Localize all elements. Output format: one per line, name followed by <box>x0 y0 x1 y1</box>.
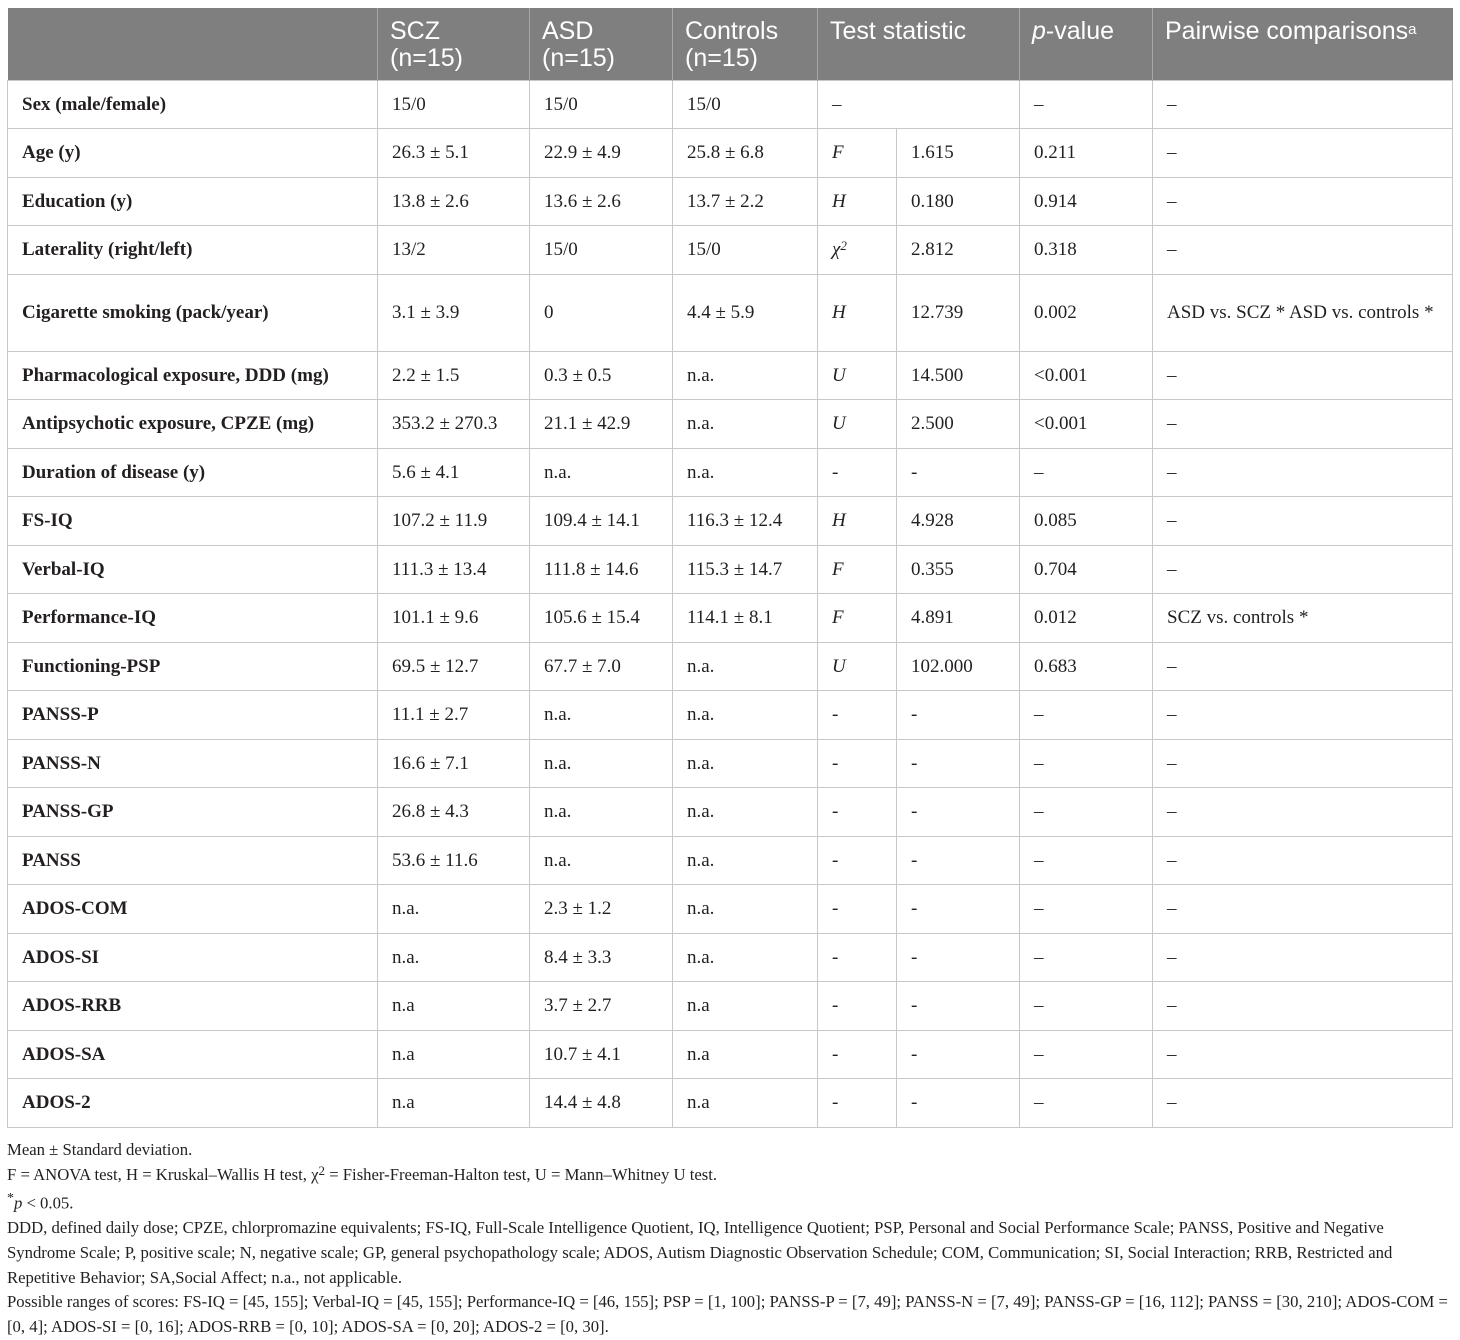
row-label: PANSS-N <box>8 739 378 788</box>
table-row <box>8 129 1453 178</box>
cell-asd: n.a. <box>530 691 673 740</box>
table-row <box>8 400 1453 449</box>
cell-test-type <box>818 274 897 351</box>
test-type-symbol: - <box>832 752 839 774</box>
header-asd: ASD (n=15) <box>530 8 673 80</box>
cell-controls: 15/0 <box>673 80 818 129</box>
cell-p-value: <0.001 <box>1020 400 1153 449</box>
footnote-p: p <box>13 1193 23 1213</box>
cell-pairwise: – <box>1153 129 1453 178</box>
cell-scz: 11.1 ± 2.7 <box>378 691 530 740</box>
cell-p-value: – <box>1020 1030 1153 1079</box>
cell-p-value: 0.012 <box>1020 594 1153 643</box>
cell-p-value: – <box>1020 80 1153 129</box>
row-label: Laterality (right/left) <box>8 226 378 275</box>
cell-controls: n.a. <box>673 400 818 449</box>
cell-pairwise: – <box>1153 400 1453 449</box>
cell-test-statistic: – <box>818 80 1020 129</box>
cell-asd: 0 <box>530 274 673 351</box>
cell-asd: 2.3 ± 1.2 <box>530 885 673 934</box>
cell-pairwise: – <box>1153 448 1453 497</box>
table-row <box>8 351 1453 400</box>
table-row <box>8 497 1453 546</box>
cell-test-value: - <box>897 448 1020 497</box>
table-row <box>8 545 1453 594</box>
cell-scz: 101.1 ± 9.6 <box>378 594 530 643</box>
footnote-mean-sd: Mean ± Standard deviation. <box>7 1140 193 1159</box>
cell-asd: 105.6 ± 15.4 <box>530 594 673 643</box>
cell-test-type <box>818 1030 897 1079</box>
test-type-symbol: - <box>832 1092 839 1114</box>
cell-test-type <box>818 1079 897 1128</box>
cell-pairwise: ASD vs. SCZ * ASD vs. controls * <box>1153 274 1453 351</box>
table-row <box>8 274 1453 351</box>
cell-pairwise: – <box>1153 836 1453 885</box>
demographics-table <box>7 8 1453 1128</box>
cell-test-value: - <box>897 1079 1020 1128</box>
cell-test-type <box>818 642 897 691</box>
cell-test-value: 4.928 <box>897 497 1020 546</box>
cell-asd: 15/0 <box>530 80 673 129</box>
table-row <box>8 226 1453 275</box>
footnote-tests-a: F = ANOVA test, H = Kruskal–Wallis H test, χ <box>7 1164 319 1184</box>
test-type-symbol: F <box>832 142 844 164</box>
cell-pairwise: – <box>1153 226 1453 275</box>
row-label: Age (y) <box>8 129 378 178</box>
cell-controls: n.a. <box>673 739 818 788</box>
cell-asd: 67.7 ± 7.0 <box>530 642 673 691</box>
row-label: FS-IQ <box>8 497 378 546</box>
cell-p-value: – <box>1020 448 1153 497</box>
cell-asd: 15/0 <box>530 226 673 275</box>
cell-pairwise: – <box>1153 933 1453 982</box>
table-row <box>8 1030 1453 1079</box>
test-type-symbol: F <box>832 607 844 629</box>
test-type-symbol: U <box>832 364 846 386</box>
cell-p-value: <0.001 <box>1020 351 1153 400</box>
test-type-symbol: U <box>832 655 846 677</box>
cell-asd: n.a. <box>530 448 673 497</box>
cell-pairwise: – <box>1153 885 1453 934</box>
cell-controls: n.a <box>673 982 818 1031</box>
footnote-tests-b: = Fisher-Freeman-Halton test, U = Mann–Whitney U test. <box>325 1164 718 1184</box>
row-label: Cigarette smoking (pack/year) <box>8 274 378 351</box>
table-row <box>8 177 1453 226</box>
cell-pairwise: – <box>1153 497 1453 546</box>
table-header <box>8 8 1453 80</box>
cell-p-value: – <box>1020 691 1153 740</box>
cell-test-value: 1.615 <box>897 129 1020 178</box>
cell-asd: n.a. <box>530 739 673 788</box>
cell-test-type <box>818 400 897 449</box>
cell-test-value: 12.739 <box>897 274 1020 351</box>
row-label: PANSS-GP <box>8 788 378 837</box>
cell-scz: 107.2 ± 11.9 <box>378 497 530 546</box>
cell-test-value: - <box>897 691 1020 740</box>
cell-asd: 14.4 ± 4.8 <box>530 1079 673 1128</box>
cell-controls: n.a. <box>673 836 818 885</box>
test-type-symbol: - <box>832 946 839 968</box>
row-label: ADOS-2 <box>8 1079 378 1128</box>
cell-p-value: 0.318 <box>1020 226 1153 275</box>
table-row <box>8 739 1453 788</box>
cell-controls: 25.8 ± 6.8 <box>673 129 818 178</box>
test-type-symbol: - <box>832 801 839 823</box>
cell-asd: 10.7 ± 4.1 <box>530 1030 673 1079</box>
cell-scz: n.a. <box>378 933 530 982</box>
cell-test-value: 14.500 <box>897 351 1020 400</box>
cell-asd: 111.8 ± 14.6 <box>530 545 673 594</box>
cell-p-value: – <box>1020 788 1153 837</box>
cell-p-value: 0.211 <box>1020 129 1153 178</box>
row-label: Pharmacological exposure, DDD (mg) <box>8 351 378 400</box>
footnote-score-ranges: Possible ranges of scores: FS-IQ = [45, 155]; Verbal-IQ = [45, 155]; Performance-IQ = [46, 155]; PSP = [1, 100]; PANSS-P = [7, 49]; PANSS-N = [7, 49]; PANSS-GP = [16, 112]; PANSS = [30, 210]; ADOS-COM = [0, 4]; ADOS-SI = [0, 16]; ADOS-RRB = [0, 10]; ADOS-SA = [0, 20]; ADOS-2 = [0, 30]. <box>7 1292 1448 1336</box>
header-p-value <box>1020 8 1153 80</box>
cell-pairwise: SCZ vs. controls * <box>1153 594 1453 643</box>
cell-controls: n.a. <box>673 885 818 934</box>
row-label: Performance-IQ <box>8 594 378 643</box>
cell-p-value: – <box>1020 1079 1153 1128</box>
cell-test-value: - <box>897 739 1020 788</box>
cell-pairwise: – <box>1153 80 1453 129</box>
cell-p-value: – <box>1020 885 1153 934</box>
cell-controls: 13.7 ± 2.2 <box>673 177 818 226</box>
cell-asd: n.a. <box>530 836 673 885</box>
cell-controls: n.a. <box>673 691 818 740</box>
footnote-significance <box>7 1187 1455 1216</box>
table-row <box>8 448 1453 497</box>
cell-scz: 53.6 ± 11.6 <box>378 836 530 885</box>
test-type-symbol: - <box>832 704 839 726</box>
cell-controls: n.a. <box>673 448 818 497</box>
row-label: PANSS-P <box>8 691 378 740</box>
cell-asd: n.a. <box>530 788 673 837</box>
cell-test-type <box>818 497 897 546</box>
row-label: ADOS-SI <box>8 933 378 982</box>
cell-scz: 111.3 ± 13.4 <box>378 545 530 594</box>
cell-scz: n.a <box>378 982 530 1031</box>
table-row <box>8 691 1453 740</box>
row-label: ADOS-RRB <box>8 982 378 1031</box>
table-row <box>8 933 1453 982</box>
test-type-symbol: - <box>832 461 839 483</box>
cell-controls: 116.3 ± 12.4 <box>673 497 818 546</box>
cell-pairwise: – <box>1153 177 1453 226</box>
table-row <box>8 80 1453 129</box>
cell-test-value: 0.355 <box>897 545 1020 594</box>
cell-scz: 2.2 ± 1.5 <box>378 351 530 400</box>
cell-pairwise: – <box>1153 642 1453 691</box>
cell-pairwise: – <box>1153 351 1453 400</box>
header-pairwise <box>1153 8 1453 80</box>
footnote-tests <box>7 1163 1455 1188</box>
cell-test-value: 2.812 <box>897 226 1020 275</box>
cell-asd: 13.6 ± 2.6 <box>530 177 673 226</box>
cell-asd: 21.1 ± 42.9 <box>530 400 673 449</box>
header-controls: Controls (n=15) <box>673 8 818 80</box>
table-row <box>8 788 1453 837</box>
cell-test-type <box>818 351 897 400</box>
cell-p-value: – <box>1020 836 1153 885</box>
footnote-abbreviations: DDD, defined daily dose; CPZE, chlorpromazine equivalents; FS-IQ, Full-Scale Intelligence Quotient, IQ, Intelligence Quotient; PSP, Personal and Social Performance Scale; PANSS, Positive and Negative Syndrome Scale; P, positive scale; N, negative scale; GP, general psychopathology scale; ADOS, Autism Diagnostic Observation Schedule; COM, Communication; SI, Social Interaction; RRB, Restricted and Repetitive Behavior; SA,Social Affect; n.a., not applicable. <box>7 1218 1393 1287</box>
cell-test-type <box>818 177 897 226</box>
cell-controls: 114.1 ± 8.1 <box>673 594 818 643</box>
cell-test-type <box>818 788 897 837</box>
header-test-statistic: Test statistic <box>818 8 1020 80</box>
cell-scz: 13/2 <box>378 226 530 275</box>
table-row <box>8 836 1453 885</box>
cell-scz: n.a <box>378 1030 530 1079</box>
header-p-italic: p <box>1032 17 1046 45</box>
cell-p-value: 0.002 <box>1020 274 1153 351</box>
cell-pairwise: – <box>1153 982 1453 1031</box>
cell-test-value: 0.180 <box>897 177 1020 226</box>
row-label: Education (y) <box>8 177 378 226</box>
cell-test-type <box>818 836 897 885</box>
cell-scz: n.a <box>378 1079 530 1128</box>
footnote-threshold: < 0.05. <box>22 1193 74 1213</box>
table-row <box>8 885 1453 934</box>
row-label: Functioning-PSP <box>8 642 378 691</box>
cell-test-type <box>818 933 897 982</box>
cell-pairwise: – <box>1153 788 1453 837</box>
row-label: ADOS-SA <box>8 1030 378 1079</box>
demographics-table-container <box>7 8 1452 1128</box>
cell-p-value: 0.085 <box>1020 497 1153 546</box>
row-label: Sex (male/female) <box>8 80 378 129</box>
cell-controls: 15/0 <box>673 226 818 275</box>
cell-p-value: – <box>1020 933 1153 982</box>
cell-asd: 109.4 ± 14.1 <box>530 497 673 546</box>
table-row <box>8 594 1453 643</box>
cell-p-value: 0.704 <box>1020 545 1153 594</box>
table-row <box>8 982 1453 1031</box>
test-type-symbol: - <box>832 1043 839 1065</box>
table-row <box>8 1079 1453 1128</box>
cell-controls: 115.3 ± 14.7 <box>673 545 818 594</box>
cell-pairwise: – <box>1153 739 1453 788</box>
test-type-symbol: U <box>832 413 846 435</box>
cell-asd: 0.3 ± 0.5 <box>530 351 673 400</box>
test-type-symbol: - <box>832 995 839 1017</box>
cell-test-type <box>818 448 897 497</box>
test-type-symbol: H <box>832 302 846 323</box>
cell-controls: n.a. <box>673 788 818 837</box>
cell-test-type <box>818 545 897 594</box>
header-p-rest: -value <box>1045 17 1114 45</box>
cell-p-value: 0.914 <box>1020 177 1153 226</box>
test-type-symbol: χ <box>832 239 841 261</box>
test-type-symbol: - <box>832 849 839 871</box>
cell-test-value: - <box>897 885 1020 934</box>
test-type-symbol: F <box>832 558 844 580</box>
cell-asd: 8.4 ± 3.3 <box>530 933 673 982</box>
header-blank <box>8 8 378 80</box>
cell-test-value: - <box>897 933 1020 982</box>
row-label: Duration of disease (y) <box>8 448 378 497</box>
cell-test-type <box>818 691 897 740</box>
footnote-star: * <box>7 1191 14 1207</box>
table-row <box>8 642 1453 691</box>
cell-test-value: - <box>897 1030 1020 1079</box>
cell-controls: n.a. <box>673 933 818 982</box>
header-pairwise-sup: a <box>1408 21 1417 38</box>
cell-scz: 26.3 ± 5.1 <box>378 129 530 178</box>
cell-test-type <box>818 982 897 1031</box>
row-label: PANSS <box>8 836 378 885</box>
cell-pairwise: – <box>1153 545 1453 594</box>
cell-scz: 69.5 ± 12.7 <box>378 642 530 691</box>
cell-controls: n.a <box>673 1079 818 1128</box>
cell-p-value: – <box>1020 982 1153 1031</box>
cell-controls: 4.4 ± 5.9 <box>673 274 818 351</box>
cell-scz: 353.2 ± 270.3 <box>378 400 530 449</box>
cell-scz: 13.8 ± 2.6 <box>378 177 530 226</box>
table-body <box>8 80 1453 1127</box>
cell-scz: 3.1 ± 3.9 <box>378 274 530 351</box>
row-label: ADOS-COM <box>8 885 378 934</box>
cell-test-value: - <box>897 836 1020 885</box>
test-type-symbol: H <box>832 190 846 212</box>
cell-test-value: - <box>897 982 1020 1031</box>
header-row <box>8 8 1453 80</box>
row-label: Antipsychotic exposure, CPZE (mg) <box>8 400 378 449</box>
cell-test-value: 2.500 <box>897 400 1020 449</box>
cell-test-value: - <box>897 788 1020 837</box>
cell-controls: n.a <box>673 1030 818 1079</box>
header-pairwise-text: Pairwise comparisons <box>1165 17 1409 45</box>
cell-pairwise: – <box>1153 1079 1453 1128</box>
cell-scz: n.a. <box>378 885 530 934</box>
cell-test-value: 4.891 <box>897 594 1020 643</box>
cell-scz: 15/0 <box>378 80 530 129</box>
cell-test-type <box>818 129 897 178</box>
row-label: Verbal-IQ <box>8 545 378 594</box>
cell-controls: n.a. <box>673 642 818 691</box>
test-type-symbol: - <box>832 898 839 920</box>
cell-asd: 22.9 ± 4.9 <box>530 129 673 178</box>
test-type-symbol: H <box>832 510 846 532</box>
cell-test-type <box>818 594 897 643</box>
table-footnotes <box>7 1138 1455 1339</box>
cell-test-type <box>818 885 897 934</box>
cell-pairwise: – <box>1153 691 1453 740</box>
cell-p-value: – <box>1020 739 1153 788</box>
cell-scz: 16.6 ± 7.1 <box>378 739 530 788</box>
cell-test-value: 102.000 <box>897 642 1020 691</box>
cell-asd: 3.7 ± 2.7 <box>530 982 673 1031</box>
cell-test-type <box>818 739 897 788</box>
cell-test-type <box>818 226 897 275</box>
footnote-tests-sup: 2 <box>318 1162 326 1178</box>
cell-scz: 26.8 ± 4.3 <box>378 788 530 837</box>
header-scz: SCZ (n=15) <box>378 8 530 80</box>
cell-p-value: 0.683 <box>1020 642 1153 691</box>
cell-pairwise: – <box>1153 1030 1453 1079</box>
cell-controls: n.a. <box>673 351 818 400</box>
cell-scz: 5.6 ± 4.1 <box>378 448 530 497</box>
test-type-sup: 2 <box>840 238 847 254</box>
